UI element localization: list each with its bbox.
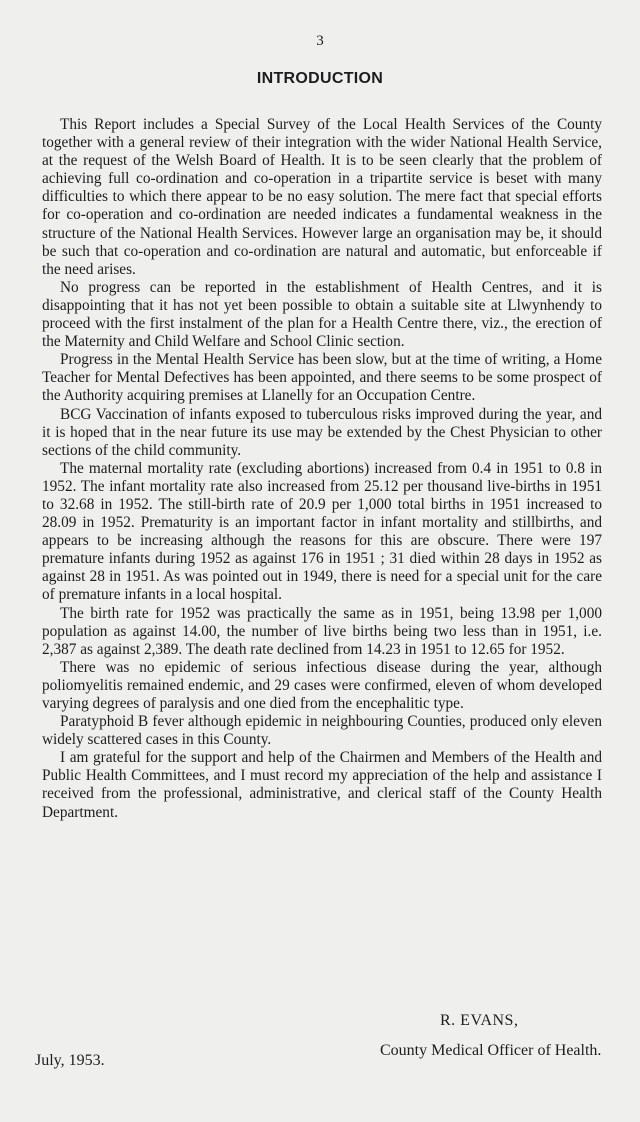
- report-date: July, 1953.: [35, 1052, 105, 1069]
- paragraph: Paratyphoid B fever although epidemic in neighbouring Counties, produced only eleven widely scattered cases in this County.: [42, 713, 602, 749]
- paragraph: I am grateful for the support and help of the Chairmen and Members of the Health and Public Health Committees, and I must record my appreciation of the help and assistance I received from the professional, administrative, and clerical staff of the County Health Department.: [42, 749, 602, 821]
- signatory-title: County Medical Officer of Health.: [380, 1042, 602, 1059]
- paragraph: This Report includes a Special Survey of the Local Health Services of the County together with a general review of their integration with the wider National Health Service, at the request of the Welsh Board of Health. It is to be seen clearly that the problem of achieving full co-ordination and co-operation in a tripartite service is beset with many difficulties to which there appear to be no easy solution. The mere fact that special efforts for co-operation and co-ordination are needed indicates a fundamental weakness in the structure of the National Health Services. However large an organisation may be, it should be such that co-operation and co-ordination are natural and automatic, but enforceable if the need arises.: [42, 116, 602, 278]
- page-heading: INTRODUCTION: [256, 70, 384, 87]
- signature-block: [0, 1012, 640, 1102]
- paragraph: The birth rate for 1952 was practically the same as in 1951, being 13.98 per 1,000 population as against 14.00, the number of live births being two less than in 1951, i.e. 2,387 as against 2,389. The death rate declined from 14.23 in 1951 to 12.65 for 1952.: [42, 604, 602, 658]
- paragraph: There was no epidemic of serious infectious disease during the year, although poliomyelitis remained endemic, and 29 cases were confirmed, eleven of whom developed varying degrees of paralysis and one died from the encephalitic type.: [42, 658, 602, 712]
- paragraph: No progress can be reported in the establishment of Health Centres, and it is disappointing that it has not yet been possible to obtain a suitable site at Llwynhendy to proceed with the first instalment of the plan for a Health Centre there, viz., the erection of the Maternity and Child Welfare and School Clinic section.: [42, 278, 602, 351]
- paragraph: The maternal mortality rate (excluding abortions) increased from 0.4 in 1951 to 0.8 in 1952. The infant mortality rate also increased from 25.12 per thousand live-births in 1951 to 32.68 in 1952. The still-birth rate of 20.9 per 1,000 total births in 1951 increased to 28.09 in 1952. Prematurity is an important factor in infant mortality and stillbirths, and appears to be increasing although the reasons for this are obscure. There were 197 premature infants during 1952 as against 176 in 1951 ; 31 died within 28 days in 1952 as against 28 in 1951. As was pointed out in 1949, there is need for a special unit for the care of premature infants in a local hospital.: [42, 459, 602, 604]
- paragraph: BCG Vaccination of infants exposed to tuberculous risks improved during the year, and it is hoped that in the near future its use may be extended by the Chest Physician to other sections of the child community.: [42, 405, 602, 459]
- page-number: 3: [316, 33, 324, 49]
- body-text: [42, 116, 602, 822]
- signatory-name: R. EVANS,: [440, 1012, 519, 1029]
- paragraph: Progress in the Mental Health Service has been slow, but at the time of writing, a Home Teacher for Mental Defectives has been appointed, and there seems to be some prospect of the Authority acquiring premises at Llanelly for an Occupation Centre.: [42, 351, 602, 405]
